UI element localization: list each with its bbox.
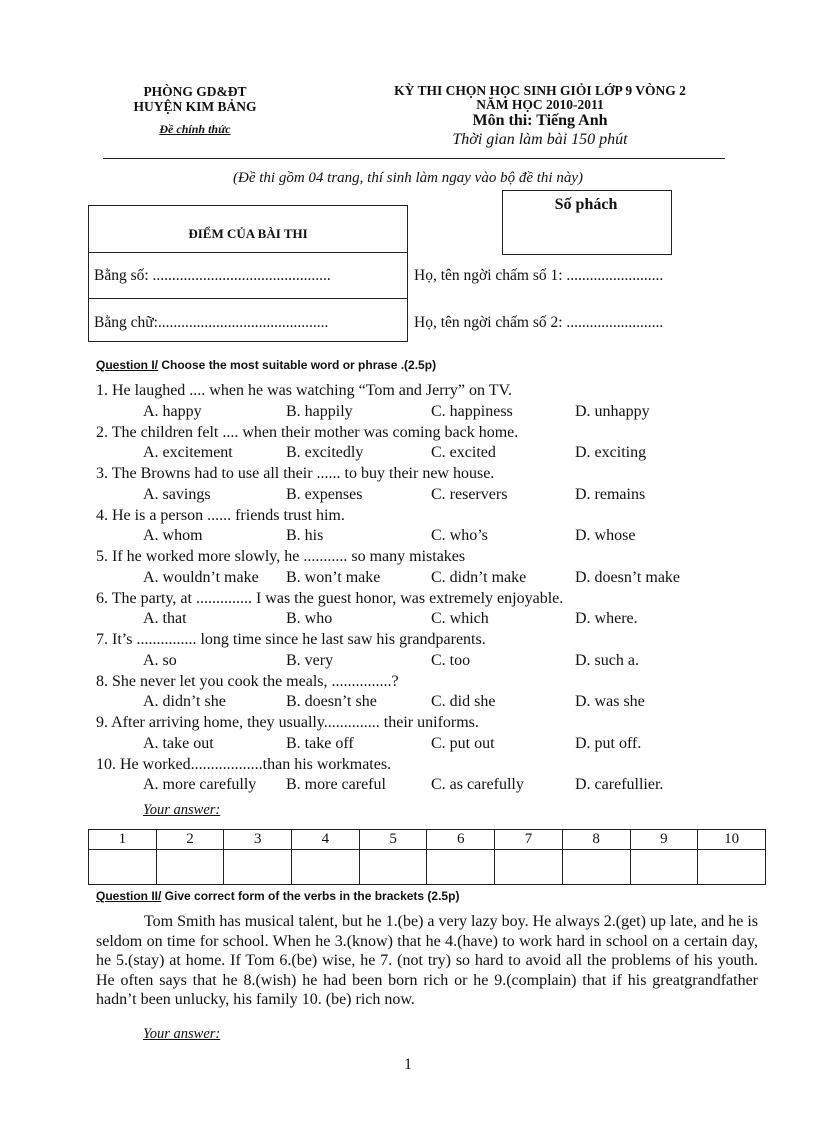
option-b-q7[interactable]: B. very (286, 651, 334, 669)
question-2-label: Question II/ (96, 889, 162, 903)
grid-number-8: 8 (562, 830, 630, 850)
grid-answer-cell-9[interactable] (630, 850, 698, 885)
option-c-q7[interactable]: C. too (431, 651, 471, 669)
option-b-q1[interactable]: B. happily (286, 402, 353, 420)
exam-note: (Đề thi gồm 04 trang, thí sinh làm ngay vào bộ đề thi này) (233, 170, 583, 186)
option-a-q5[interactable]: A. wouldn’t make (143, 568, 259, 586)
grid-number-1: 1 (89, 830, 157, 850)
option-b-q2[interactable]: B. excitedly (286, 444, 364, 461)
option-d-q9[interactable]: D. put off. (575, 734, 642, 752)
answer-grid (88, 829, 766, 885)
option-a-q8[interactable]: A. didn’t she (143, 693, 226, 710)
grid-number-3: 3 (224, 830, 292, 850)
district-name: HUYỆN KIM BẢNG (133, 99, 257, 114)
question-item-1: 1. He laughed .... when he was watching “Tom and Jerry” on TV. (96, 382, 512, 399)
question-2-your-answer: Your answer: (143, 1026, 221, 1042)
option-b-q8[interactable]: B. doesn’t she (286, 693, 377, 710)
grid-answer-cell-4[interactable] (292, 850, 360, 885)
option-b-q4[interactable]: B. his (286, 527, 324, 544)
option-b-q10[interactable]: B. more careful (286, 776, 386, 793)
option-c-q1[interactable]: C. happiness (431, 402, 513, 420)
school-year: NĂM HỌC 2010-2011 (476, 97, 604, 112)
question-item-4: 4. He is a person ...... friends trust him. (96, 506, 345, 524)
score-box-divider (89, 298, 407, 299)
grid-answer-cell-7[interactable] (495, 850, 563, 885)
option-a-q9[interactable]: A. take out (143, 734, 214, 752)
question-item-8: 8. She never let you cook the meals, ...............? (96, 672, 399, 690)
option-a-q6[interactable]: A. that (143, 610, 187, 627)
question-2-heading (96, 889, 459, 903)
option-d-q5[interactable]: D. doesn’t make (575, 568, 681, 586)
header-right (350, 84, 730, 151)
question-item-2: 2. The children felt .... when their mother was coming back home. (96, 423, 519, 441)
question-item-9: 9. After arriving home, they usually.............. their uniforms. (96, 714, 479, 731)
grid-number-6: 6 (427, 830, 495, 850)
option-d-q7[interactable]: D. such a. (575, 651, 639, 669)
grid-number-7: 7 (495, 830, 563, 850)
option-c-q9[interactable]: C. put out (431, 734, 495, 752)
grid-answer-cell-2[interactable] (156, 850, 224, 885)
grader-2-field: Họ, tên ngời chấm số 2: ......................... (414, 314, 664, 331)
question-item-10: 10. He worked..................than his workmates. (96, 755, 392, 773)
grid-number-5: 5 (359, 830, 427, 850)
question-item-7: 7. It’s ............... long time since he last saw his grandparents. (96, 631, 486, 648)
header-divider (103, 158, 725, 159)
option-c-q3[interactable]: C. reservers (431, 485, 508, 503)
option-c-q5[interactable]: C. didn’t make (431, 568, 527, 586)
option-b-q5[interactable]: B. won’t make (286, 568, 381, 586)
option-d-q4[interactable]: D. whose (575, 527, 636, 544)
score-in-numbers: Bằng số: .............................................. (94, 267, 331, 284)
question-1-your-answer: Your answer: (143, 802, 221, 818)
question-1-label: Question I/ (96, 358, 159, 372)
option-d-q6[interactable]: D. where. (575, 610, 638, 627)
option-a-q10[interactable]: A. more carefully (143, 776, 257, 793)
option-c-q2[interactable]: C. excited (431, 444, 496, 461)
grid-number-10: 10 (698, 830, 766, 850)
question-item-6: 6. The party, at .............. I was the guest honor, was extremely enjoyable. (96, 589, 564, 607)
option-d-q8[interactable]: D. was she (575, 693, 645, 710)
question-item-3: 3. The Browns had to use all their ...... to buy their new house. (96, 465, 495, 482)
question-2-paragraph: Tom Smith has musical talent, but he 1.(be) a very lazy boy. He always 2.(get) up late, and he is seldom on time for school. When he 3.(know) that he 4.(have) to work hard in school on a certain day, he 5.(stay) at home. If Tom 6.(be) wise, he 7. (not try) so hard to avoid all the problems of his youth. He often says that he 8.(wish) he had been born rich or he 9.(complain) that if his greatgrandfather hadn’t been unlucky, his family 10. (be) rich now. (96, 913, 758, 1008)
question-1-heading (96, 358, 436, 372)
option-a-q3[interactable]: A. savings (143, 485, 211, 503)
so-phach-label: Số phách (554, 196, 618, 213)
question-item-5: 5. If he worked more slowly, he ........... so many mistakes (96, 548, 466, 565)
score-title: ĐIỂM CỦA BÀI THI (188, 226, 308, 241)
official-label: Đề chính thức (159, 122, 231, 136)
score-in-words: Bằng chữ:............................................ (94, 314, 329, 331)
grid-number-2: 2 (156, 830, 224, 850)
option-d-q1[interactable]: D. unhappy (575, 402, 650, 420)
option-d-q10[interactable]: D. carefullier. (575, 776, 664, 793)
option-b-q6[interactable]: B. who (286, 610, 333, 627)
grid-answer-cell-10[interactable] (698, 850, 766, 885)
option-b-q3[interactable]: B. expenses (286, 485, 363, 503)
option-a-q7[interactable]: A. so (143, 651, 177, 669)
grid-answer-cell-3[interactable] (224, 850, 292, 885)
exam-time: Thời gian làm bài 150 phút (452, 131, 628, 148)
grid-answer-cell-5[interactable] (359, 850, 427, 885)
option-a-q1[interactable]: A. happy (143, 402, 202, 420)
score-box-divider (89, 252, 407, 253)
option-a-q2[interactable]: A. excitement (143, 444, 233, 461)
option-d-q2[interactable]: D. exciting (575, 444, 647, 461)
grader-1-field: Họ, tên ngời chấm số 1: ......................... (414, 267, 664, 284)
question-1-title: Choose the most suitable word or phrase .(2.5p) (158, 358, 437, 372)
question-2-title: Give correct form of the verbs in the brackets (2.5p) (161, 889, 460, 903)
option-c-q8[interactable]: C. did she (431, 693, 496, 710)
option-c-q4[interactable]: C. who’s (431, 527, 488, 544)
grid-answer-cell-8[interactable] (562, 850, 630, 885)
header-left (110, 84, 280, 137)
exam-subject: Môn thi: Tiếng Anh (472, 112, 608, 129)
department-name: PHÒNG GD&ĐT (143, 84, 247, 99)
page-number: 1 (404, 1056, 412, 1073)
option-d-q3[interactable]: D. remains (575, 485, 646, 503)
grid-number-9: 9 (630, 830, 698, 850)
grid-answer-cell-6[interactable] (427, 850, 495, 885)
option-c-q6[interactable]: C. which (431, 610, 489, 627)
option-b-q9[interactable]: B. take off (286, 734, 354, 752)
option-a-q4[interactable]: A. whom (143, 527, 203, 544)
option-c-q10[interactable]: C. as carefully (431, 776, 524, 793)
grid-number-4: 4 (292, 830, 360, 850)
grid-answer-cell-1[interactable] (89, 850, 157, 885)
exam-title: KỲ THI CHỌN HỌC SINH GIỎI LỚP 9 VÒNG 2 (394, 83, 686, 98)
